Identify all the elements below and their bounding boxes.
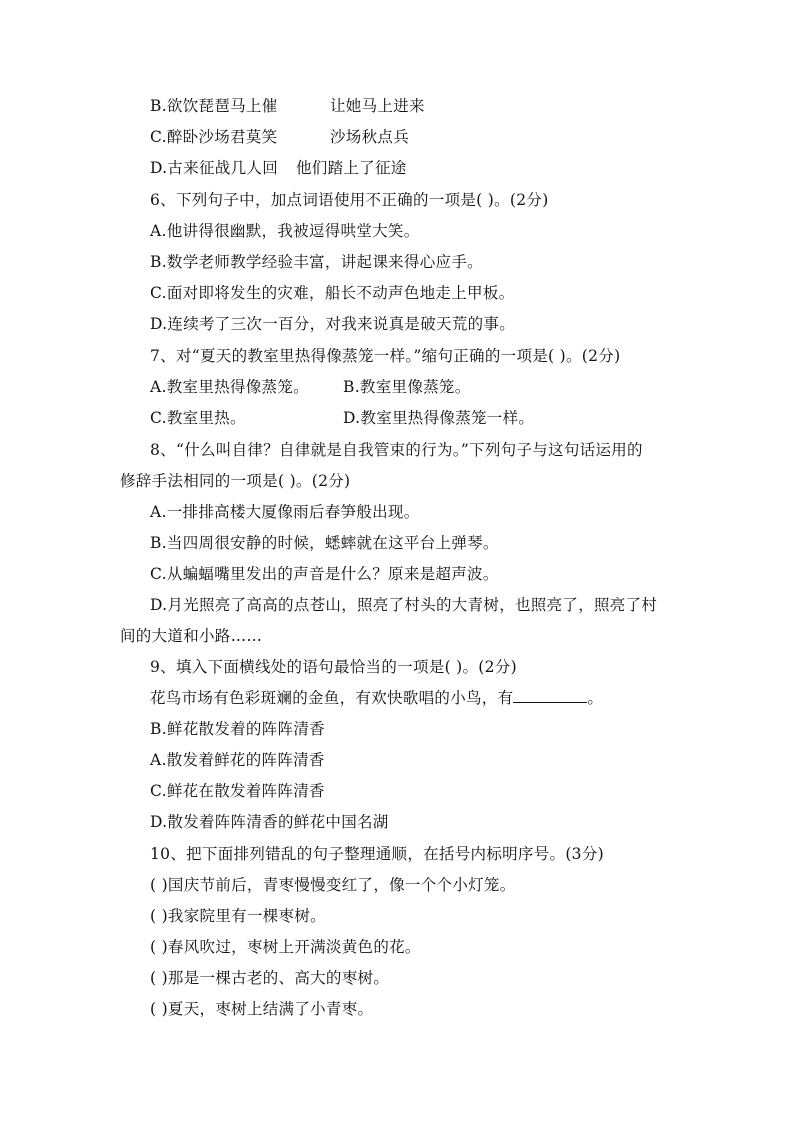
q5-option-b-right: 让她马上进来 — [330, 97, 425, 115]
q7-option-a: A.教室里热得像蒸笼。 — [150, 378, 309, 396]
q8-option-d-line1: D.月光照亮了高高的点苍山，照亮了村头的大青树，也照亮了，照亮了村 — [150, 596, 658, 614]
q7-stem: 7、对“夏天的教室里热得像蒸笼一样。”缩句正确的一项是( )。(2分) — [150, 347, 621, 365]
q9-option-2: A.散发着鲜花的阵阵清香 — [150, 751, 325, 769]
q9-option-1: B.鲜花散发着的阵阵清香 — [150, 720, 325, 738]
q10-item-4: ( )那是一棵古老的、高大的枣树。 — [150, 969, 390, 987]
q8-stem-line2: 修辞手法相同的一项是( )。(2分) — [120, 472, 351, 490]
q8-option-c: C.从蝙蝠嘴里发出的声音是什么？原来是超声波。 — [150, 565, 499, 583]
q9-sentence-end: 。 — [587, 689, 604, 707]
q5-option-d-left: D.古来征战几人回 — [150, 159, 279, 177]
q8-option-d-line2: 间的大道和小路…… — [120, 627, 263, 645]
q10-item-2: ( )我家院里有一棵枣树。 — [150, 907, 326, 925]
q6-option-b: B.数学老师教学经验丰富，讲起课来得心应手。 — [150, 253, 483, 271]
q5-option-b-left: B.欲饮琵琶马上催 — [150, 97, 278, 115]
q8-option-b: B.当四周很安静的时候，蟋蟀就在这平台上弹琴。 — [150, 534, 499, 552]
q7-option-c: C.教室里热。 — [150, 409, 246, 427]
q9-sentence — [150, 688, 603, 708]
q5-option-b — [150, 96, 425, 116]
q5-option-c-right: 沙场秋点兵 — [330, 128, 410, 146]
q9-fill-blank[interactable] — [513, 688, 587, 703]
q10-stem: 10、把下面排列错乱的句子整理通顺，在括号内标明序号。(3分) — [150, 845, 604, 863]
q7-options-row1 — [150, 377, 471, 397]
q10-item-3: ( )春风吹过，枣树上开满淡黄色的花。 — [150, 938, 421, 956]
q5-option-d-right: 他们踏上了征途 — [296, 159, 407, 177]
q9-option-3: C.鲜花在散发着阵阵清香 — [150, 782, 325, 800]
q7-options-row2 — [150, 408, 535, 428]
q10-item-5: ( )夏天，枣树上结满了小青枣。 — [150, 1000, 374, 1018]
q9-option-4: D.散发着阵阵清香的鲜花中国名湖 — [150, 813, 389, 831]
q6-option-a: A.他讲得很幽默，我被逗得哄堂大笑。 — [150, 222, 420, 240]
q6-option-d: D.连续考了三次一百分，对我来说真是破天荒的事。 — [150, 315, 516, 333]
q8-stem-line1: 8、“什么叫自律？自律就是自我管束的行为。”下列句子与这句话运用的 — [150, 441, 643, 459]
q6-stem: 6、下列句子中，加点词语使用不正确的一项是( )。(2分) — [150, 191, 549, 209]
q5-option-d — [150, 158, 407, 178]
q8-option-a: A.一排排高楼大厦像雨后春笋般出现。 — [150, 503, 420, 521]
q10-item-1: ( )国庆节前后，青枣慢慢变红了，像一个个小灯笼。 — [150, 876, 516, 894]
q7-option-d: D.教室里热得像蒸笼一样。 — [343, 409, 535, 427]
q7-option-b: B.教室里像蒸笼。 — [343, 378, 471, 396]
q9-sentence-text: 花鸟市场有色彩斑斓的金鱼，有欢快歌唱的小鸟，有 — [150, 689, 514, 707]
q5-option-c-left: C.醉卧沙场君莫笑 — [150, 128, 278, 146]
q5-option-c — [150, 127, 410, 147]
q9-stem: 9、填入下面横线处的语句最恰当的一项是( )。(2分) — [150, 658, 517, 676]
q6-option-c: C.面对即将发生的灾难，船长不动声色地走上甲板。 — [150, 284, 515, 302]
